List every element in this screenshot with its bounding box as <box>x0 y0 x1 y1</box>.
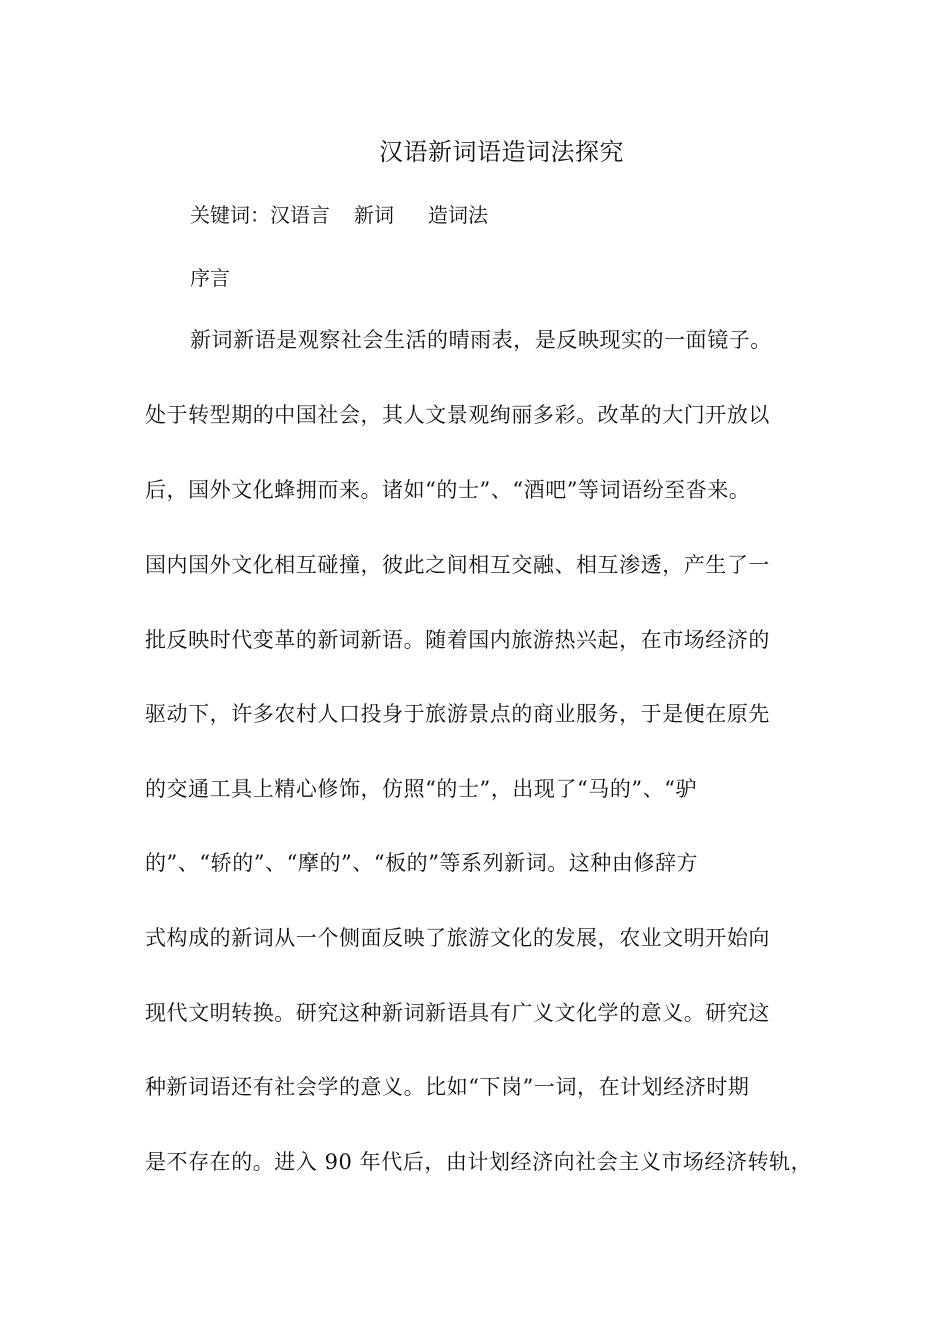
paragraph-line: 的”、“轿的”、“摩的”、“板的”等系列新词。这种由修辞方 <box>145 851 699 875</box>
keywords-label: 关键词： <box>190 203 270 227</box>
paragraph-line: 新词新语是观察社会生活的晴雨表，是反映现实的一面镜子。 <box>190 328 772 352</box>
paragraph-line: 现代文明转换。研究这种新词新语具有广义文化学的意义。研究这 <box>145 1001 770 1025</box>
paragraph-line: 驱动下，许多农村人口投身于旅游景点的商业服务，于是便在原先 <box>145 702 770 726</box>
keyword-item: 新词 <box>354 203 394 227</box>
paragraph-line: 处于转型期的中国社会，其人文景观绚丽多彩。改革的大门开放以 <box>145 403 770 427</box>
paragraph-line: 批反映时代变革的新词新语。随着国内旅游热兴起，在市场经济的 <box>145 628 770 652</box>
paragraph-line: 后，国外文化蜂拥而来。诸如“的士”、“酒吧”等词语纷至沓来。 <box>145 478 751 502</box>
keyword-item: 造词法 <box>428 203 488 227</box>
preface-heading: 序言 <box>190 266 230 290</box>
paragraph-line: 式构成的新词从一个侧面反映了旅游文化的发展，农业文明开始向 <box>145 926 770 950</box>
document-title: 汉语新词语造词法探究 <box>379 138 624 166</box>
keywords-line <box>190 200 488 230</box>
paragraph-line: 是不存在的。进入 90 年代后，由计划经济向社会主义市场经济转轨， <box>145 1150 813 1174</box>
paragraph-line: 国内国外文化相互碰撞，彼此之间相互交融、相互渗透，产生了一 <box>145 553 770 577</box>
keyword-item: 汉语言 <box>270 203 330 227</box>
paragraph-line: 种新词语还有社会学的意义。比如“下岗”一词，在计划经济时期 <box>145 1075 750 1099</box>
paragraph-line: 的交通工具上精心修饰，仿照“的士”，出现了“马的”、“驴 <box>145 777 698 801</box>
